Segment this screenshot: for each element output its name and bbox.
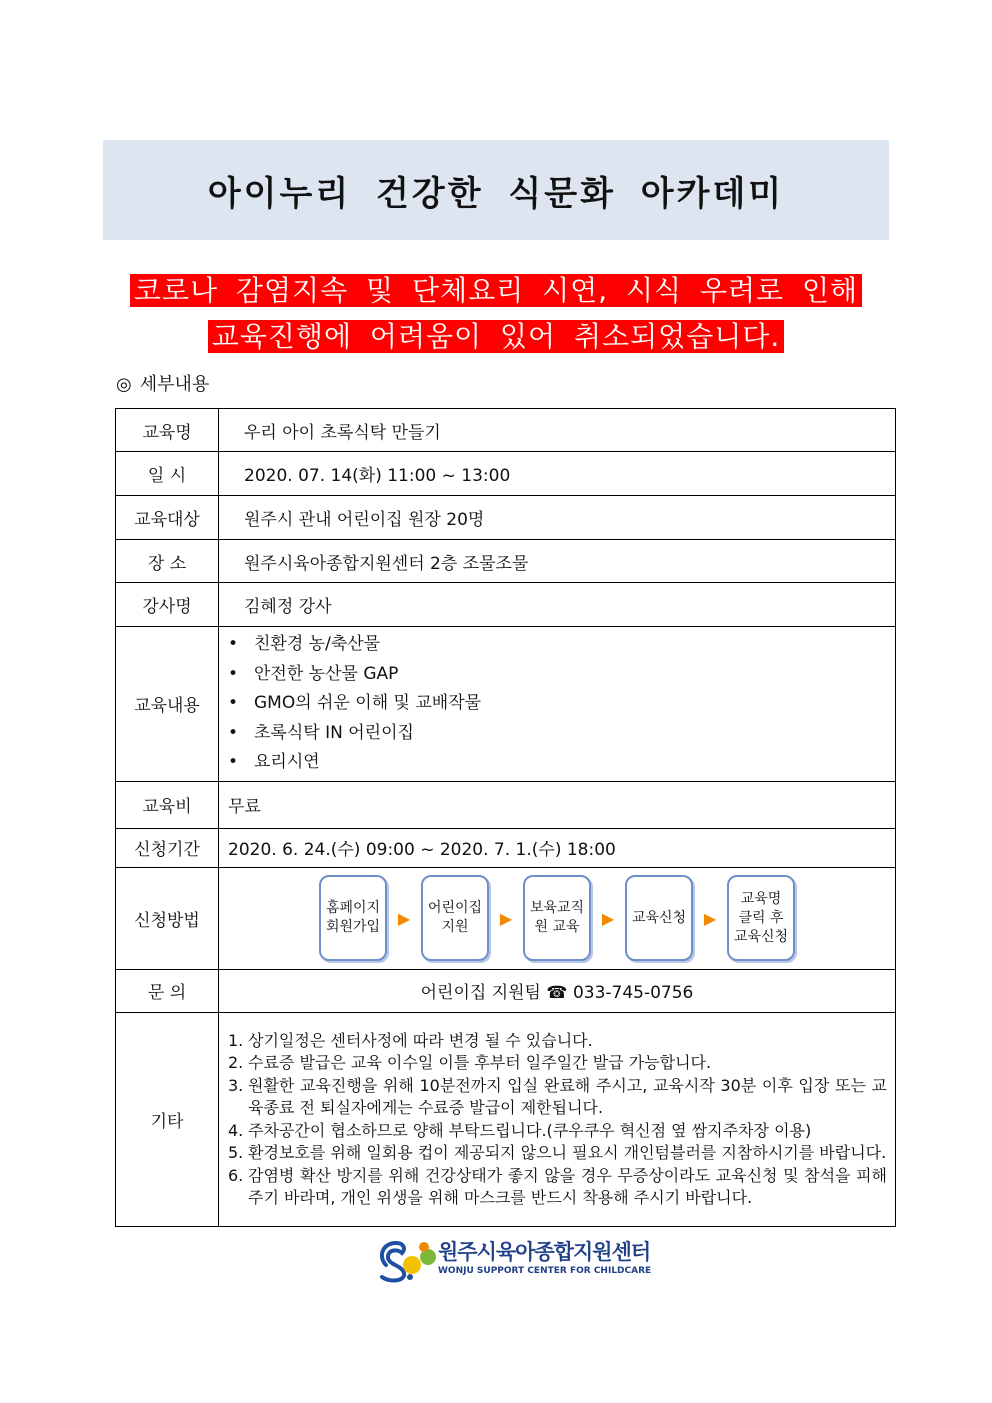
bullet-icon: •	[228, 722, 239, 743]
notes-list	[219, 1026, 895, 1213]
application-flow	[219, 868, 895, 968]
row-place	[116, 540, 896, 583]
bullet-icon: •	[228, 752, 239, 772]
content-value	[219, 627, 896, 782]
arrow-right-icon: ▶	[703, 908, 717, 928]
row-instructor	[116, 583, 896, 627]
etc-value	[219, 1012, 896, 1226]
row-inquiry	[116, 969, 896, 1012]
list-item: 6. 감염병 확산 방지를 위해 건강상태가 좋지 않을 경우 무증상이라도 교육신청 및 참석을 피해주기 바라며, 개인 위생을 위해 마스크를 반드시 착용해 주시기 바랍니다.	[228, 1165, 887, 1207]
inquiry-label: 문 의	[116, 969, 219, 1012]
list-item: • 초록식탁 IN 어린이집	[228, 719, 895, 749]
instructor-value: 김혜정 강사	[219, 583, 896, 627]
row-course-name	[116, 409, 896, 452]
inquiry-value: 어린이집 지원팀 ☎ 033-745-0756	[219, 969, 896, 1012]
list-item: 5. 환경보호를 위해 일회용 컵이 제공되지 않으니 필요시 개인텀블러를 지참하시기를 바랍니다.	[228, 1143, 887, 1162]
center-name-en: WONJU SUPPORT CENTER FOR CHILDCARE	[438, 1266, 652, 1276]
row-content	[116, 627, 896, 782]
section-heading	[116, 370, 209, 396]
place-label: 장 소	[116, 540, 219, 583]
center-name: 원주시육아종합지원센터	[438, 1240, 651, 1264]
row-datetime	[116, 452, 896, 496]
list-item: • GMO의 쉬운 이해 및 교배작물	[228, 689, 895, 719]
row-fee	[116, 781, 896, 828]
flow-step-apply: 교육신청	[625, 875, 693, 961]
content-list	[219, 627, 895, 781]
section-label: 세부내용	[139, 374, 210, 395]
title-banner	[103, 140, 889, 240]
details-table	[115, 408, 896, 1227]
list-item: 4. 주차공간이 협소하므로 양해 부탁드립니다.(쿠우쿠우 혁신점 옆 쌈지주차장 이용)	[228, 1120, 812, 1140]
bullet-icon: •	[228, 693, 239, 713]
flow-step-signup: 홈페이지 회원가입	[319, 875, 387, 961]
list-item: • 안전한 농산물 GAP	[228, 660, 895, 690]
fee-label: 교육비	[116, 781, 219, 828]
method-value	[219, 867, 896, 969]
row-target	[116, 496, 896, 540]
arrow-right-icon: ▶	[601, 908, 615, 928]
course-name-value: 우리 아이 초록식탁 만들기	[219, 409, 896, 452]
row-etc	[116, 1012, 896, 1226]
content-label: 교육내용	[116, 627, 219, 782]
row-period	[116, 828, 896, 867]
method-label: 신청방법	[116, 867, 219, 969]
bullet-icon: •	[228, 663, 239, 684]
list-item: 1. 상기일정은 센터사정에 따라 변경 될 수 있습니다.	[228, 1030, 593, 1050]
cancel-notice-text2: 교육진행에 어려움이 있어 취소되었습니다.	[208, 320, 784, 353]
flow-step-staff-education: 보육교직 원 교육	[523, 875, 591, 961]
fee-value: 무료	[219, 781, 896, 828]
course-name-label: 교육명	[116, 409, 219, 452]
etc-label: 기타	[116, 1012, 219, 1226]
flow-step-course-apply: 교육명 클릭 후 교육신청	[727, 875, 795, 961]
list-item: • 친환경 농/축산물	[228, 630, 895, 660]
period-label: 신청기간	[116, 828, 219, 867]
arrow-right-icon: ▶	[499, 908, 513, 928]
cancel-notice-text1: 코로나 감염지속 및 단체요리 시연, 시식 우려로 인해	[130, 274, 862, 307]
list-item: • 요리시연	[228, 748, 895, 778]
period-value: 2020. 6. 24.(수) 09:00 ~ 2020. 7. 1.(수) 18:00	[219, 828, 896, 867]
arrow-right-icon: ▶	[397, 908, 411, 928]
target-value: 원주시 관내 어린이집 원장 20명	[219, 496, 896, 540]
datetime-label: 일 시	[116, 452, 219, 496]
flow-step-daycare: 어린이집 지원	[421, 875, 489, 961]
target-label: 교육대상	[116, 496, 219, 540]
bullet-icon: •	[228, 634, 239, 654]
place-value: 원주시육아종합지원센터 2층 조물조물	[219, 540, 896, 583]
double-circle-icon: ◎	[116, 374, 132, 395]
cancel-notice-line2	[0, 320, 992, 354]
datetime-value: 2020. 07. 14(화) 11:00 ~ 13:00	[219, 452, 896, 496]
cancel-notice-line1	[0, 274, 992, 308]
list-item: 2. 수료증 발급은 교육 이수일 이틀 후부터 일주일간 발급 가능합니다.	[228, 1053, 712, 1072]
list-item: 3. 원활한 교육진행을 위해 10분전까지 입실 완료해 주시고, 교육시작 30분 이후 입장 또는 교육종료 전 퇴실자에게는 수료증 발급이 제한됩니다.	[228, 1075, 887, 1117]
instructor-label: 강사명	[116, 583, 219, 627]
page-title: 아이누리 건강한 식문화 아카데미	[207, 173, 785, 214]
row-method	[116, 867, 896, 969]
